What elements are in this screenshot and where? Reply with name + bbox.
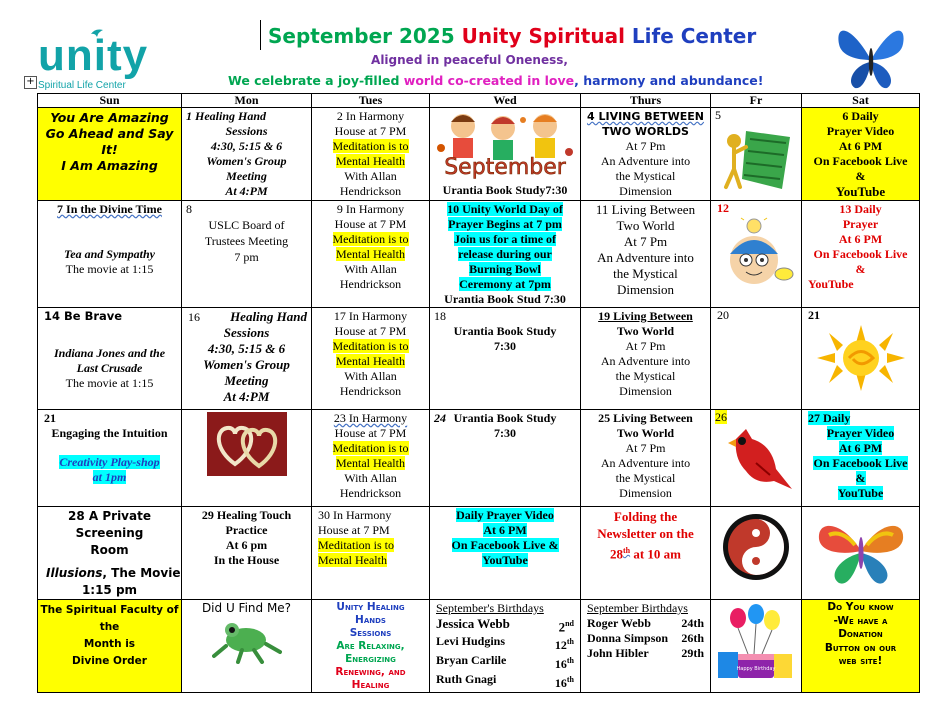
thu19-line2: Two World [616, 324, 675, 338]
thu4-line4: An Adventure into [600, 154, 691, 168]
header-wed: Wed [430, 94, 581, 108]
mon16-line1: Healing Hand [230, 309, 307, 324]
thu4-line6: Dimension [619, 184, 672, 198]
thu25-line3: At 7 Pm [625, 441, 666, 455]
week-row-5 [38, 507, 920, 600]
sat27-line3: At 6 PM [838, 441, 883, 455]
header-sun: Sun [38, 94, 182, 108]
thu19-line1: 19 Living Between [598, 309, 693, 323]
cell-week4-fri [711, 410, 802, 507]
tue30-meditation-1: Meditation is to [318, 538, 394, 552]
birthday-day: 24th [681, 616, 704, 630]
cell-week5-sun [38, 507, 182, 600]
tue30-meditation-2: Mental Health [318, 553, 387, 567]
cell-week2-tue [312, 201, 430, 308]
mon16-line6: At 4:PM [223, 389, 270, 404]
sun7-title: 7 In the Divine Time [57, 202, 162, 216]
frog-image [212, 616, 282, 664]
sun28-line1: 28 A Private Screening [68, 509, 151, 540]
did-u-find-me-text: Did U Find Me? [201, 601, 292, 615]
sun-affirmation-line1: You Are Amazing [50, 110, 169, 125]
thu19-line5: the Mystical [615, 369, 676, 383]
cell-week5-sat [802, 507, 920, 600]
header-sat: Sat [802, 94, 920, 108]
birthday-row [430, 653, 580, 672]
birthday-name: Jessica Webb [436, 616, 510, 631]
thu4-line5: the Mystical [615, 169, 676, 183]
sat27-line1: 27 Daily [808, 411, 851, 425]
mon1-line2: Sessions [225, 124, 268, 138]
text-cursor-line [260, 20, 261, 50]
cell-birthdays-1 [430, 600, 581, 693]
tue9-line6: Hendrickson [339, 277, 402, 291]
wed10-line1: 10 Unity World Day of [447, 202, 563, 216]
sat6-line3: At 6 PM [838, 139, 883, 153]
sat13-line2: Prayer [842, 217, 879, 231]
thu11-line6: Dimension [616, 282, 675, 297]
hearts-image [207, 412, 287, 476]
donation-line5: web site! [838, 655, 883, 667]
birthday-day: 16 [554, 676, 567, 691]
cell-week2-thu [581, 201, 711, 308]
tue9-line2: House at 7 PM [334, 217, 407, 231]
sun14-title: 14 Be Brave [44, 309, 123, 323]
faculty-line3: Divine Order [72, 655, 147, 667]
cell-week4-sun [38, 410, 182, 507]
healing-line1: Unity Healing [336, 601, 405, 613]
cell-week5-tue [312, 507, 430, 600]
birthday-name: Roger Webb [587, 616, 651, 630]
thu25-line6: Dimension [619, 486, 672, 500]
wed-prayer-line4: YouTube [482, 553, 528, 567]
cell-week2-fri [711, 201, 802, 308]
tue30-line2: House at 7 PM [318, 523, 390, 537]
birthday-suffix: th [566, 637, 574, 647]
mission-statement [228, 73, 763, 88]
wed3-urantia: Urantia Book Study7:30 [442, 183, 568, 197]
wed10-line5: Burning Bowl [469, 262, 541, 276]
cell-birthday-cake [711, 600, 802, 693]
thu25-line5: the Mystical [615, 471, 676, 485]
tue9-line1: 9 In Harmony [336, 202, 405, 216]
cell-week5-fri [711, 507, 802, 600]
cell-week2-mon [182, 201, 312, 308]
birthday-day: 29th [681, 646, 704, 660]
tue2-line1: 2 In Harmony [336, 109, 405, 123]
wed18-line2: Urantia Book Study [453, 324, 557, 338]
faculty-line2: Month is [83, 638, 136, 650]
fri20-number: 20 [717, 308, 729, 322]
tue23-meditation-2: Mental Health [336, 456, 405, 470]
birthday-name: Levi Hudgins [436, 634, 506, 649]
thu11-line5: the Mystical [613, 266, 678, 281]
thu-folding-line1: Folding the [613, 509, 678, 524]
week-row-4 [38, 410, 920, 507]
cell-week1-sat [802, 108, 920, 201]
thu25-line1: 25 Living Between [598, 411, 693, 425]
fri26-number: 26 [715, 410, 727, 424]
sun21-playshop-2: at 1pm [92, 470, 127, 484]
sat6-line2: Prayer Video [826, 124, 895, 138]
tue17-meditation-2: Mental Health [336, 354, 405, 368]
tue9-meditation-2: Mental Health [336, 247, 405, 261]
sun-image [811, 323, 911, 393]
mon16-line5: Meeting [224, 373, 269, 388]
cell-week1-fri [711, 108, 802, 201]
mission-part2: world co-created in love [403, 73, 575, 88]
cell-week2-wed [430, 201, 581, 308]
cell-week5-mon [182, 507, 312, 600]
sat27-line5: & [855, 471, 866, 485]
mon8-number: 8 [186, 202, 192, 216]
cell-week5-wed [430, 507, 581, 600]
tue2-line2: House at 7 PM [334, 124, 407, 138]
tue17-line2: House at 7 PM [334, 324, 407, 338]
mon8-line4: 7 pm [234, 250, 259, 264]
birthday-row [430, 616, 580, 634]
mon16-line2: Sessions [223, 325, 270, 340]
table-move-handle[interactable]: + [24, 76, 37, 89]
rainbow-butterfly-image [813, 513, 909, 587]
thu19-line3: At 7 Pm [625, 339, 666, 353]
birthday-name: Ruth Gnagi [436, 672, 497, 687]
sat13-line3: At 6 PM [838, 232, 883, 246]
tue2-line5: With Allan [344, 169, 397, 183]
cell-week4-sat [802, 410, 920, 507]
mon16-number: 16 [188, 310, 200, 324]
thu11-line4: An Adventure into [597, 250, 694, 265]
tagline: Aligned in peaceful Oneness, [371, 53, 568, 67]
title-month: September 2025 [268, 24, 455, 48]
blue-butterfly-image [833, 22, 909, 92]
sun21-title: Engaging the Intuition [51, 426, 168, 440]
wed24-line2: Urantia Book Study [453, 411, 557, 425]
sun14-time: The movie at 1:15 [65, 376, 154, 390]
sat13-line5: & [855, 262, 866, 276]
healing-line2: Hands [355, 614, 386, 626]
thu25-line2: Two World [616, 426, 675, 440]
tue23-line5: With Allan [344, 471, 397, 485]
thu4-time: At 7 Pm [625, 139, 666, 153]
logo-word: unity [38, 31, 149, 80]
header-mon: Mon [182, 94, 312, 108]
tue17-line5: With Allan [344, 369, 397, 383]
cell-week4-wed [430, 410, 581, 507]
birthday-cake-balloons-image [716, 604, 796, 684]
cell-week2-sat [802, 201, 920, 308]
cell-week3-sat [802, 308, 920, 410]
cell-week3-mon [182, 308, 312, 410]
cake-text: Happy Birthday [736, 666, 776, 672]
cell-week3-tue [312, 308, 430, 410]
donation-line1: Do You know [827, 601, 894, 613]
thu-folding-suffix: th [622, 546, 631, 555]
wed-prayer-line2: At 6 PM [483, 523, 527, 537]
title-unity: Unity Spiritual [461, 24, 625, 48]
tue30-line1: 30 In Harmony [318, 508, 392, 522]
wed10-urantia: Urantia Book Stud 7:30 [444, 292, 566, 306]
mon29-line2: Practice [225, 523, 268, 537]
cell-week5-thu [581, 507, 711, 600]
page-title [268, 24, 756, 48]
september-image-text: September [443, 155, 566, 180]
wed24-line3: 7:30 [494, 426, 516, 440]
thu4-title: 4 LIVING BETWEEN [586, 110, 705, 123]
wed-prayer-line1: Daily Prayer Video [456, 508, 554, 522]
week-row-1 [38, 108, 920, 201]
birthdays2-title: September Birthdays [587, 601, 688, 615]
birthday-day: 2 [558, 619, 566, 635]
thu25-line4: An Adventure into [600, 456, 691, 470]
healing-line4: Are Relaxing, [336, 640, 405, 652]
cell-week3-fri [711, 308, 802, 410]
sat6-line5: & [855, 169, 866, 183]
sat27-line4: On Facebook Live [813, 456, 908, 470]
birthday-day: 16 [554, 657, 567, 672]
thu11-line3: At 7 Pm [623, 234, 668, 249]
lightbulb-thinker-image [716, 216, 796, 294]
sun-affirmation-line3: It! [101, 142, 118, 157]
weekday-header-row [38, 94, 920, 108]
wed24-number: 24 [434, 411, 446, 425]
mon1-line3: 4:30, 5:15 & 6 [210, 139, 283, 153]
fri5-number: 5 [715, 108, 721, 122]
sun-affirmation-line2: Go Ahead and Say [45, 126, 174, 141]
wed10-line2: Prayer Begins at 7 pm [448, 217, 562, 231]
wed10-line4: release during our [458, 247, 552, 261]
healing-line7: Healing [351, 679, 390, 691]
tue23-line6: Hendrickson [339, 486, 402, 500]
donation-line4: Button on our [824, 641, 897, 654]
birthday-row [581, 616, 710, 631]
wed-prayer-line3: On Facebook Live & [451, 538, 559, 552]
thu11-line2: Two World [616, 218, 675, 233]
birthday-name: Bryan Carlile [436, 653, 507, 668]
birthday-suffix: th [566, 656, 574, 666]
thu11-line1: 11 Living Between [595, 202, 696, 217]
children-september-image [433, 108, 578, 182]
tue17-line6: Hendrickson [339, 384, 402, 398]
sat6-line6: YouTube [835, 184, 886, 199]
cell-week1-sun [38, 108, 182, 201]
title-center: Life Center [631, 24, 757, 48]
tue2-meditation-1: Meditation is to [332, 139, 409, 153]
cell-week3-sun [38, 308, 182, 410]
cell-week1-thu [581, 108, 711, 201]
sun28-movie-italic: Illusions [46, 566, 103, 580]
sun28-time: 1:15 pm [81, 583, 138, 597]
healing-line3: Sessions [349, 627, 392, 639]
birthday-row [581, 631, 710, 646]
header-fri: Fr [711, 94, 802, 108]
sat27-line2: Prayer Video [826, 426, 895, 440]
sat21-number: 21 [808, 308, 820, 322]
cell-week1-mon [182, 108, 312, 201]
tue23-line2: House at 7 PM [334, 426, 407, 440]
cell-birthdays-2 [581, 600, 711, 693]
sun28-movie-rest: , The Movie [102, 566, 181, 580]
birthday-row [430, 672, 580, 691]
thu19-line4: An Adventure into [600, 354, 691, 368]
birthday-day: 12 [554, 638, 567, 653]
cell-week3-wed [430, 308, 581, 410]
tue23-line1: 23 In Harmony [333, 411, 408, 425]
thu19-line6: Dimension [619, 384, 672, 398]
birthday-row [430, 634, 580, 653]
cell-week4-tue [312, 410, 430, 507]
logo-subtitle: Spiritual Life Center [38, 80, 126, 91]
tue9-line5: With Allan [344, 262, 397, 276]
cell-week3-thu [581, 308, 711, 410]
cell-week4-mon [182, 410, 312, 507]
sat13-line1: 13 Daily [839, 202, 882, 216]
thu4-title2: TWO WORLDS [602, 125, 689, 138]
info-row [38, 600, 920, 693]
thu-folding-time: at 10 am [630, 546, 682, 562]
mission-part1: We celebrate a joy-filled [228, 73, 400, 88]
mon16-line4: Women's Group [203, 357, 290, 372]
mon16-line3: 4:30, 5:15 & 6 [207, 341, 286, 356]
birthdays1-title: September's Birthdays [436, 601, 544, 615]
birthday-suffix: th [566, 675, 574, 685]
wed18-number: 18 [434, 309, 446, 323]
wed18-line3: 7:30 [494, 339, 516, 353]
cell-week1-tue [312, 108, 430, 201]
mon8-line3: Trustees Meeting [204, 234, 289, 248]
cell-week2-sun [38, 201, 182, 308]
sun-affirmation-line4: I Am Amazing [61, 158, 158, 173]
cardinal-bird-image [716, 425, 796, 495]
sat13-line4: On Facebook Live [813, 247, 908, 261]
mon29-line3: At 6 pm [225, 538, 268, 552]
tue9-meditation-1: Meditation is to [332, 232, 409, 246]
tue17-meditation-1: Meditation is to [332, 339, 409, 353]
healing-line6: Renewing, and [335, 666, 406, 678]
tue2-line6: Hendrickson [339, 184, 402, 198]
mon29-line4: In the House [213, 553, 280, 567]
sun7-movie-title: Tea and Sympathy [64, 247, 155, 261]
mon1-line5: Meeting [226, 169, 267, 183]
sun21-number: 21 [44, 411, 56, 425]
tue17-line1: 17 In Harmony [333, 309, 408, 323]
yin-yang-image [719, 509, 793, 589]
cell-week4-thu [581, 410, 711, 507]
wed10-line6: Ceremony at 7pm [459, 277, 551, 291]
cell-did-u-find-me [182, 600, 312, 693]
birthday-suffix: nd [565, 619, 574, 628]
sat6-line4: On Facebook Live [813, 154, 908, 168]
header-thu: Thurs [581, 94, 711, 108]
sat13-line6: YouTube [808, 277, 854, 291]
donation-line3: Donation [838, 628, 883, 640]
sat27-line6: YouTube [837, 486, 884, 500]
donation-line2: -We have a [833, 614, 888, 627]
mon29-line1: 29 Healing Touch [201, 508, 292, 522]
mission-part3: , harmony and abundance! [574, 73, 764, 88]
wed10-line3: Join us for a time of [453, 232, 557, 246]
sun14-movie-2: Last Crusade [76, 361, 143, 375]
header-tue: Tues [312, 94, 430, 108]
birthday-day: 26th [681, 631, 704, 645]
mon1-line4: Women's Group [206, 154, 287, 168]
mon8-line2: USLC Board of [208, 218, 285, 232]
sat6-line1: 6 Daily [842, 109, 879, 123]
figure-with-chart-image [716, 123, 796, 195]
cell-faculty-of-month [38, 600, 182, 693]
sun14-movie-1: Indiana Jones and the [53, 346, 166, 360]
thu-folding-line2: Newsletter on the [597, 526, 694, 541]
thu-folding-day: 28 [609, 546, 623, 562]
cell-healing-hands [312, 600, 430, 693]
tue23-meditation-1: Meditation is to [332, 441, 409, 455]
week-row-3 [38, 308, 920, 410]
fri12-number: 12 [717, 201, 729, 215]
calendar-table [37, 93, 920, 693]
sun21-playshop-1: Creativity Play-shop [59, 455, 160, 469]
healing-line5: Energizing [345, 653, 396, 665]
tue2-meditation-2: Mental Health [336, 154, 405, 168]
birthday-name: Donna Simpson [587, 631, 669, 645]
week-row-2 [38, 201, 920, 308]
mon1-line1: 1 Healing Hand [186, 109, 267, 123]
sun28-line2: Room [90, 543, 129, 557]
birthday-name: John Hibler [587, 646, 649, 660]
birthday-row [581, 646, 710, 661]
cell-donation [802, 600, 920, 693]
cell-week1-wed [430, 108, 581, 201]
mon1-line6: At 4:PM [225, 184, 268, 198]
faculty-line1: The Spiritual Faculty of the [40, 604, 179, 633]
sun7-movie-time: The movie at 1:15 [65, 262, 154, 276]
